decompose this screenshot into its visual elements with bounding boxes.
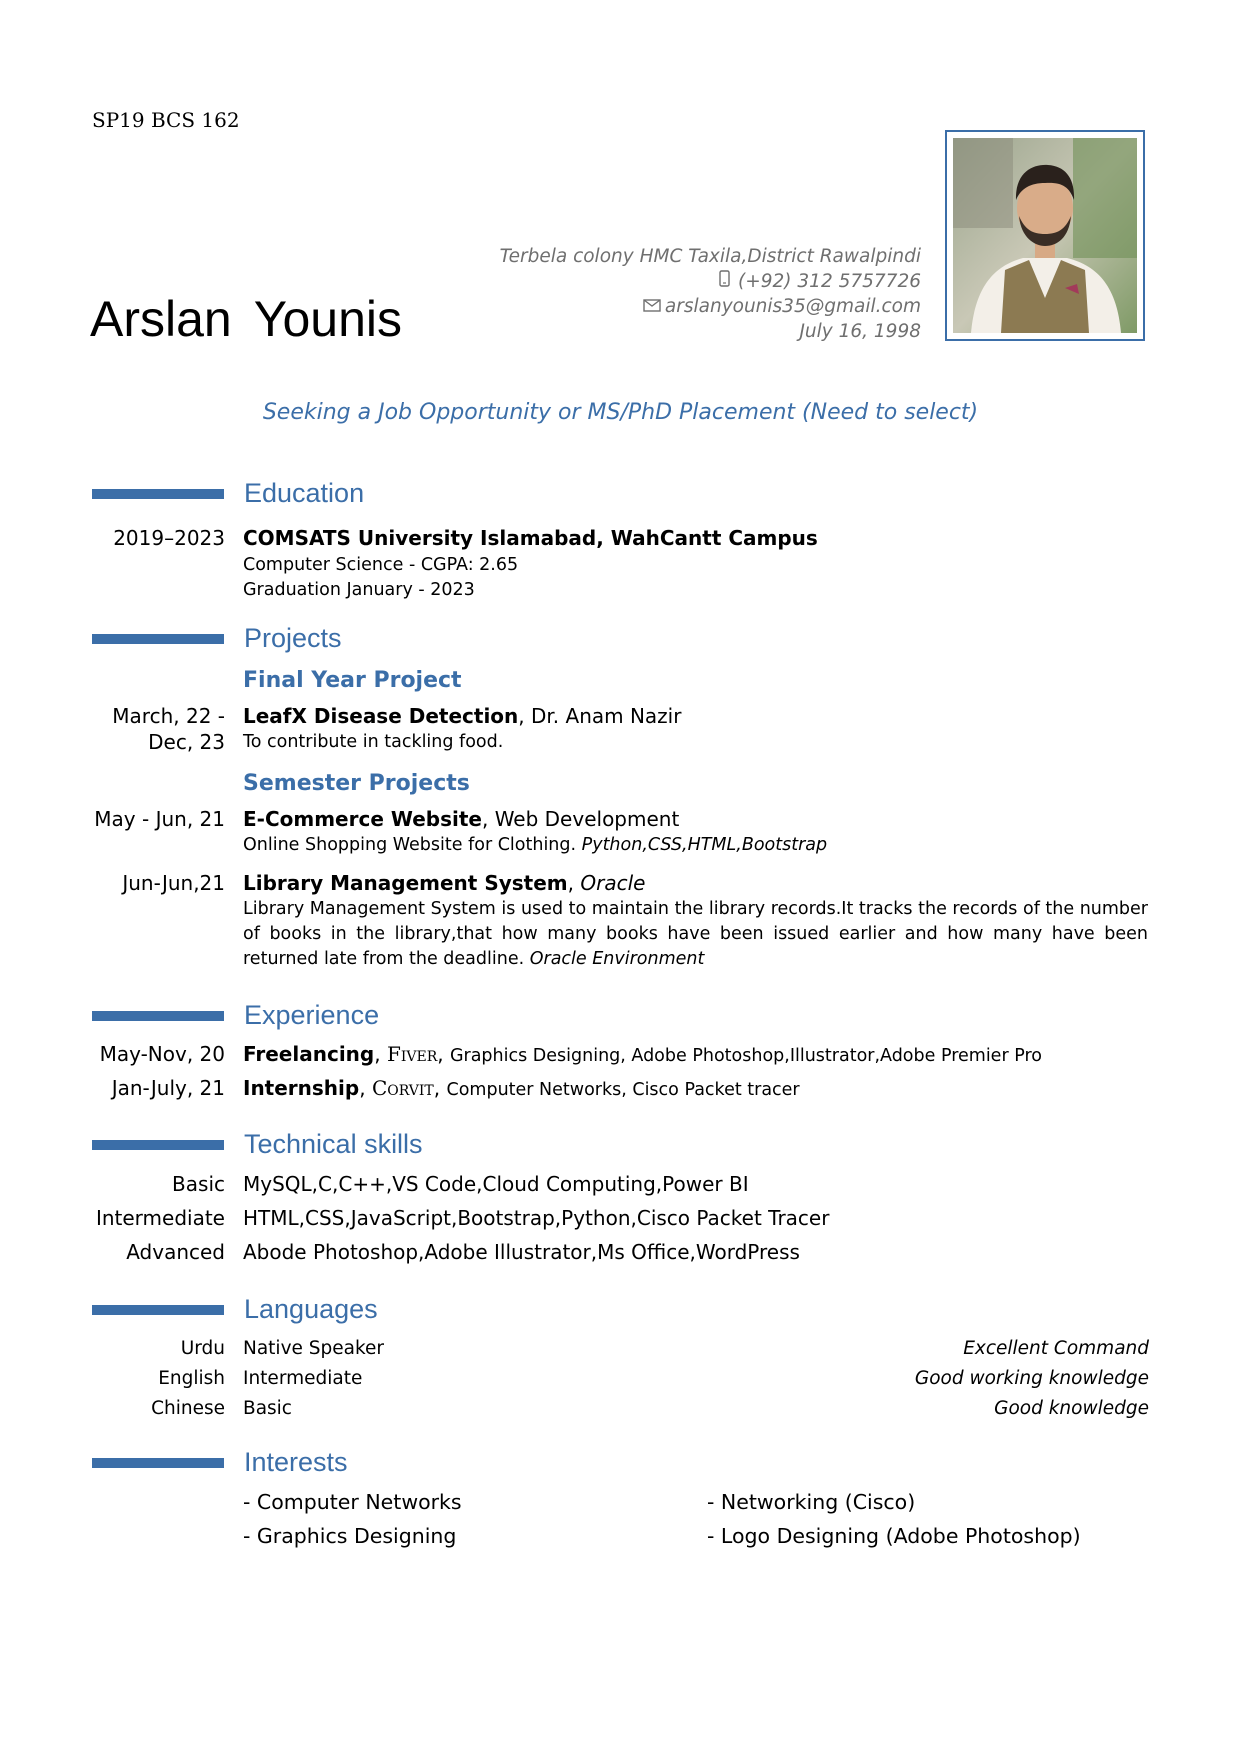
section-technical-skills xyxy=(92,1129,423,1160)
language-comment: Good working knowledge xyxy=(914,1368,1149,1389)
section-bar xyxy=(92,1011,224,1021)
mobile-phone-icon xyxy=(716,269,732,294)
project-area: , Web Development xyxy=(481,807,680,831)
section-bar xyxy=(92,489,224,499)
phone-line xyxy=(500,269,921,294)
entry-content xyxy=(243,871,1148,972)
project-description: Online Shopping Website for Clothing. xyxy=(243,835,577,855)
skill-list: Abode Photoshop,Adobe Illustrator,Ms Office,WordPress xyxy=(243,1240,800,1264)
project-name: Library Management System xyxy=(243,871,568,895)
full-name xyxy=(90,290,402,348)
project-title-line xyxy=(243,871,1148,895)
section-title: Projects xyxy=(244,623,342,653)
entry-content xyxy=(243,704,1148,755)
section-title: Technical skills xyxy=(244,1129,423,1159)
section-title: Education xyxy=(244,478,365,508)
section-bar xyxy=(92,1305,224,1315)
email-line xyxy=(500,294,921,319)
project-tech: Oracle Environment xyxy=(529,949,705,969)
section-experience xyxy=(92,1000,379,1031)
project-name: LeafX Disease Detection xyxy=(243,704,519,728)
language-level: Native Speaker xyxy=(243,1338,385,1359)
address: Terbela colony HMC Taxila,District Rawalpindi xyxy=(499,246,921,267)
entry-date: 2019–2023 xyxy=(113,526,225,550)
interest-item: - Logo Designing (Adobe Photoshop) xyxy=(707,1524,1081,1548)
project-description: To contribute in tackling food. xyxy=(243,732,504,752)
final-year-project-heading: Final Year Project xyxy=(243,668,462,693)
project-name: E-Commerce Website xyxy=(243,807,482,831)
entry-date: May-Nov, 20 xyxy=(99,1042,225,1066)
contact-block xyxy=(500,244,921,344)
section-title: Experience xyxy=(244,1000,380,1030)
skill-level: Intermediate xyxy=(95,1206,225,1230)
roll-number: SP19 BCS 162 xyxy=(92,108,240,132)
language-comment: Excellent Command xyxy=(963,1338,1149,1359)
interest-item: - Networking (Cisco) xyxy=(707,1490,916,1514)
project-title-line xyxy=(243,807,1148,831)
experience-role: Freelancing xyxy=(243,1042,375,1066)
entry-date: Jun-Jun,21 xyxy=(122,871,225,895)
language-level: Basic xyxy=(243,1398,292,1419)
project-area-separator: , xyxy=(567,871,581,895)
interest-item: - Graphics Designing xyxy=(243,1524,457,1548)
skill-level: Basic xyxy=(172,1172,225,1196)
email-link[interactable]: arslanyounis35@gmail.com xyxy=(664,296,921,317)
first-name: Arslan xyxy=(90,291,232,347)
language-level: Intermediate xyxy=(243,1368,363,1389)
skill-list: HTML,CSS,JavaScript,Bootstrap,Python,Cisco Packet Tracer xyxy=(243,1206,830,1230)
objective: Seeking a Job Opportunity or MS/PhD Placement (Need to select) xyxy=(262,400,979,425)
entry-date xyxy=(112,704,225,754)
institution: COMSATS University Islamabad, WahCantt Campus xyxy=(243,526,818,550)
date-line: March, 22 - xyxy=(112,704,225,728)
profile-photo-frame xyxy=(945,130,1145,341)
language-name: English xyxy=(158,1368,225,1389)
project-description-line xyxy=(243,833,1148,858)
language-comment: Good knowledge xyxy=(994,1398,1149,1419)
envelope-icon xyxy=(643,294,659,319)
entry-date: May - Jun, 21 xyxy=(94,807,225,831)
education-line1: Computer Science - CGPA: 2.65 xyxy=(243,555,519,575)
entry-content xyxy=(243,526,1148,603)
skill-list: MySQL,C,C++,VS Code,Cloud Computing,Power BI xyxy=(243,1172,749,1196)
experience-details: Graphics Designing, Adobe Photoshop,Illustrator,Adobe Premier Pro xyxy=(449,1046,1042,1066)
section-title: Languages xyxy=(244,1294,378,1324)
section-education xyxy=(92,478,364,509)
education-line2: Graduation January - 2023 xyxy=(243,580,475,600)
section-bar xyxy=(92,1140,224,1150)
project-supervisor: , Dr. Anam Nazir xyxy=(518,704,682,728)
semester-projects-heading: Semester Projects xyxy=(243,771,470,796)
experience-details: Computer Networks, Cisco Packet tracer xyxy=(446,1080,800,1100)
project-description-block xyxy=(243,897,1148,972)
profile-photo xyxy=(953,138,1137,333)
project-description: Library Management System is used to maintain the library records.It tracks the records of the number of books in the library,that how many books have been issued earlier and how many have been returned late from the deadline. xyxy=(243,899,1148,969)
skill-level: Advanced xyxy=(126,1240,225,1264)
experience-company: Fiver xyxy=(386,1042,438,1066)
language-name: Chinese xyxy=(151,1398,225,1419)
date-of-birth: July 16, 1998 xyxy=(799,321,921,342)
project-area: Oracle xyxy=(580,871,646,895)
last-name: Younis xyxy=(253,291,403,347)
entry-content xyxy=(243,807,1148,858)
interest-item: - Computer Networks xyxy=(243,1490,462,1514)
language-name: Urdu xyxy=(180,1338,225,1359)
experience-company: Corvit xyxy=(371,1076,434,1100)
section-interests xyxy=(92,1447,348,1478)
section-languages xyxy=(92,1294,378,1325)
section-bar xyxy=(92,1458,224,1468)
entry-content: Freelancing, Fiver, Graphics Designing, Adobe Photoshop,Illustrator,Adobe Premier Pro xyxy=(243,1042,1042,1066)
entry-date: Jan-July, 21 xyxy=(111,1076,225,1100)
date-line: Dec, 23 xyxy=(148,730,225,754)
project-tech: Python,CSS,HTML,Bootstrap xyxy=(581,835,828,855)
experience-role: Internship xyxy=(243,1076,360,1100)
entry-content: Internship, Corvit, Computer Networks, Cisco Packet tracer xyxy=(243,1076,800,1100)
phone: (+92) 312 5757726 xyxy=(738,271,921,292)
section-projects xyxy=(92,623,342,654)
section-bar xyxy=(92,634,224,644)
project-title-line xyxy=(243,704,1148,728)
section-title: Interests xyxy=(244,1447,348,1477)
